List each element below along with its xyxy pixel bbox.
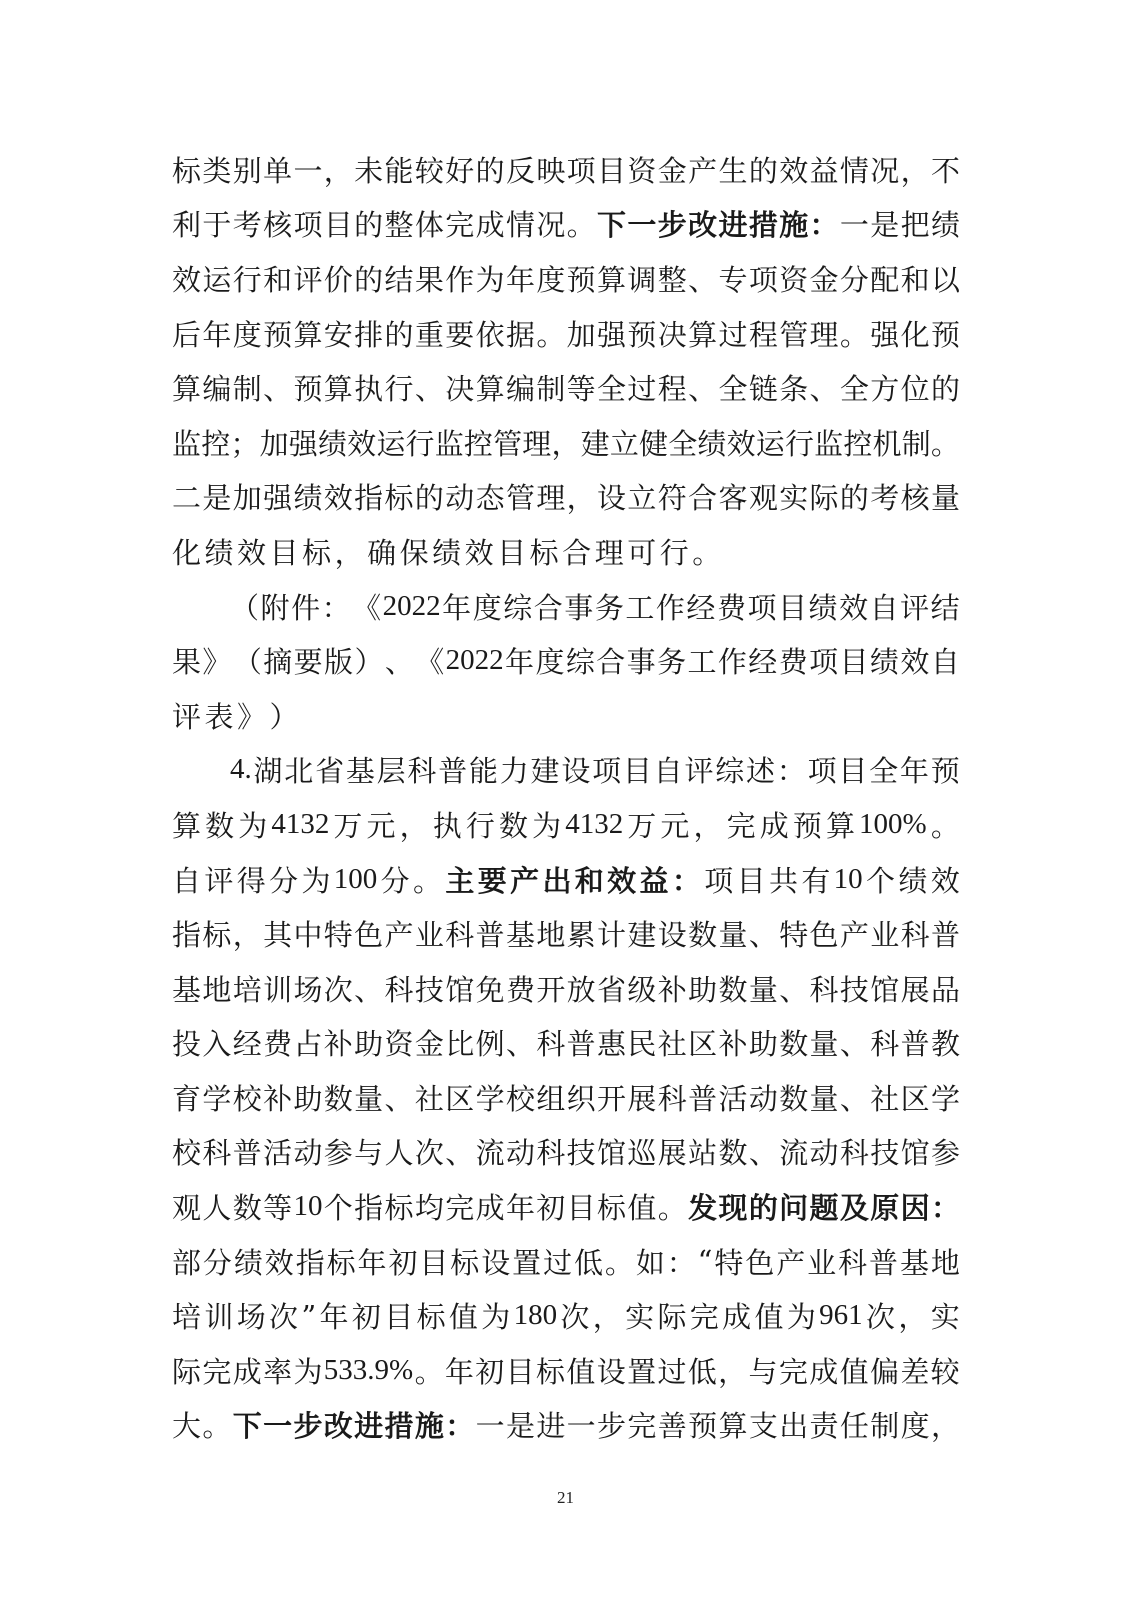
text-line: 育 学 校 补 助 数 量 、 社 区 学 校 组 织 开 展 科 普 活 动 数 量 、 社 区 学 [172,1081,960,1116]
page-body-text [172,142,960,1452]
text-line: 算 编 制 、 预 算 执 行 、 决 算 编 制 等 全 过 程 、 全 链 条 、 全 方 位 的 [172,372,960,407]
text-line: 监 控 ； 加 强 绩 效 运 行 监 控 管 理 ， 建 立 健 全 绩 效 运 行 监 控 机 制 。 [172,426,960,461]
page-number: 21 [557,1488,574,1507]
text-line: 投 入 经 费 占 补 助 资 金 比 例 、 科 普 惠 民 社 区 补 助 数 量 、 科 普 教 [172,1027,960,1062]
text-line: 大 。 下 一 步 改 进 措 施 ： 一 是 进 一 步 完 善 预 算 支 出 责 任 制 度 ， [172,1409,960,1444]
text-line: 指 标 ， 其 中 特 色 产 业 科 普 基 地 累 计 建 设 数 量 、 特 色 产 业 科 普 [172,918,960,953]
text-line: （ 附 件 ： 《 2022 年 度 综 合 事 务 工 作 经 费 项 目 绩 效 自 评 结 [230,589,960,625]
text-line: 二 是 加 强 绩 效 指 标 的 动 态 管 理 ， 设 立 符 合 客 观 实 际 的 考 核 量 [172,481,960,516]
text-line: 标 类 别 单 一 ， 未 能 较 好 的 反 映 项 目 资 金 产 生 的 效 益 情 况 ， 不 [172,153,960,188]
text-line: 自 评 得 分 为 100 分 。 主 要 产 出 和 效 益 ： 项 目 共 有 10 个 绩 效 [172,862,960,898]
text-line: 化 绩 效 目 标 ， 确 保 绩 效 目 标 合 理 可 行 。 [172,535,722,570]
text-line: 果 》 （ 摘 要 版 ） 、 《 2022 年 度 综 合 事 务 工 作 经 费 项 目 绩 效 自 [172,644,960,680]
text-line: 际 完 成 率 为 533.9% 。 年 初 目 标 值 设 置 过 低 ， 与 完 成 值 偏 差 较 [172,1353,960,1389]
text-line: 评 表 》 ） [172,699,299,734]
text-line: 基 地 培 训 场 次 、 科 技 馆 免 费 开 放 省 级 补 助 数 量 、 科 技 馆 展 品 [172,972,960,1007]
text-line: 利 于 考 核 项 目 的 整 体 完 成 情 况 。 下 一 步 改 进 措 施 ： 一 是 把 绩 [172,208,960,243]
text-line: 观 人 数 等 10 个 指 标 均 完 成 年 初 目 标 值 。 发 现 的 问 题 及 原 因 ： [172,1190,960,1226]
text-line: 算 数 为 4132 万 元 ， 执 行 数 为 4132 万 元 ， 完 成 预 算 100% 。 [172,807,960,843]
text-line: 4. 湖 北 省 基 层 科 普 能 力 建 设 项 目 自 评 综 述 ： 项 目 全 年 预 [230,753,960,789]
text-line: 效 运 行 和 评 价 的 结 果 作 为 年 度 预 算 调 整 、 专 项 资 金 分 配 和 以 [172,262,960,297]
text-line: 部 分 绩 效 指 标 年 初 目 标 设 置 过 低 。 如 ： “ 特 色 产 业 科 普 基 地 [172,1244,960,1280]
text-line: 校 科 普 活 动 参 与 人 次 、 流 动 科 技 馆 巡 展 站 数 、 流 动 科 技 馆 参 [172,1136,960,1171]
text-line: 培 训 场 次 ” 年 初 目 标 值 为 180 次 ， 实 际 完 成 值 为 961 次 ， 实 [172,1298,960,1335]
text-line: 后 年 度 预 算 安 排 的 重 要 依 据 。 加 强 预 决 算 过 程 管 理 。 强 化 预 [172,317,960,352]
